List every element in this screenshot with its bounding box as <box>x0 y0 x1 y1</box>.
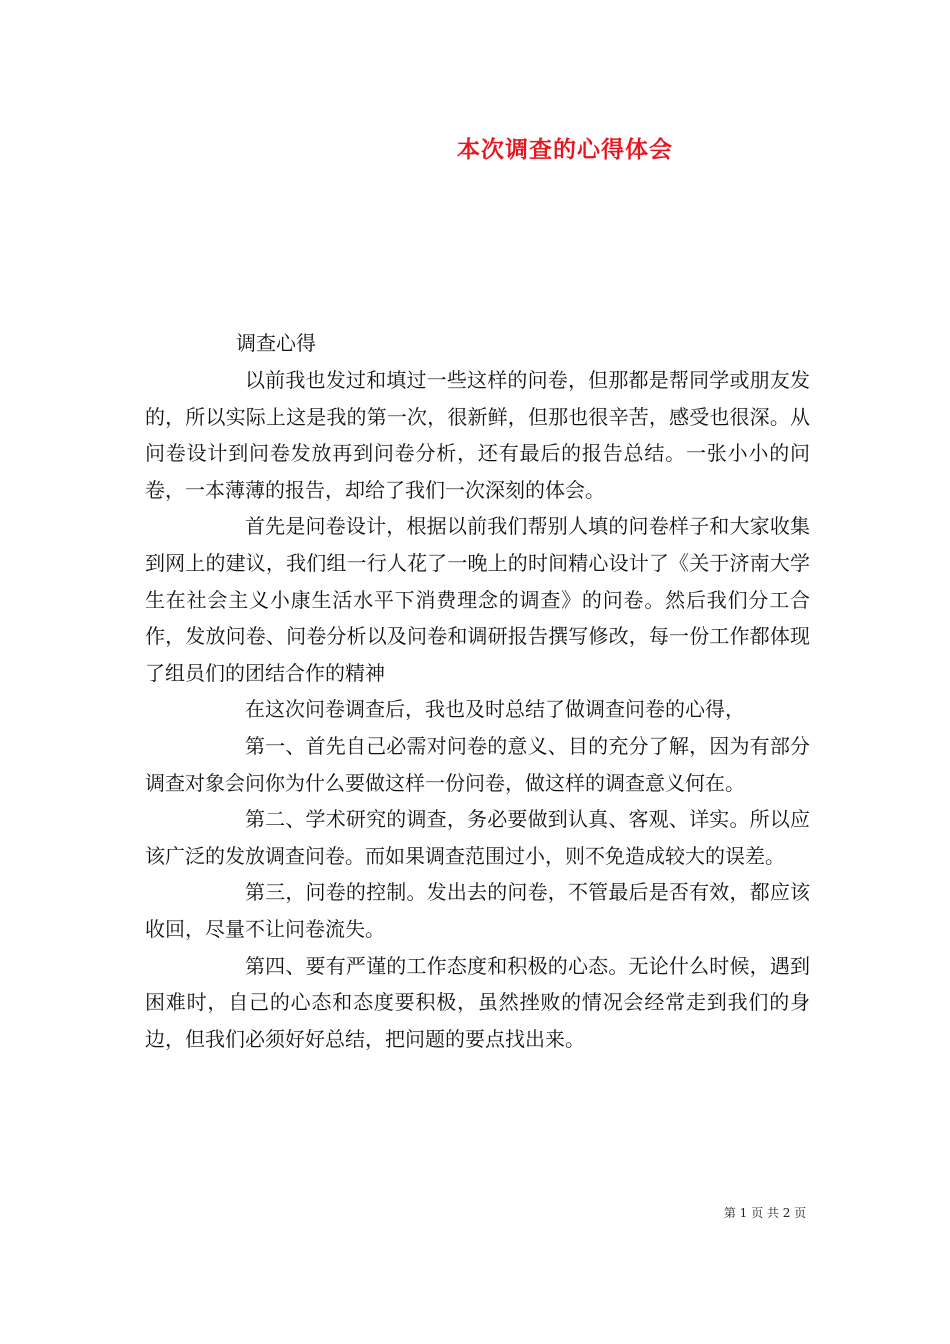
paragraph-5: 第二、学术研究的调查，务必要做到认真、客观、详实。所以应该广泛的发放调查问卷。而如果调查范围过小，则不免造成较大的误差。 <box>145 807 810 868</box>
document-title: 本次调查的心得体会 <box>457 136 673 163</box>
paragraph-3: 在这次问卷调查后，我也及时总结了做调查问卷的心得， <box>245 697 745 722</box>
paragraph-2: 首先是问卷设计，根据以前我们帮别人填的问卷样子和大家收集到网上的建议，我们组一行人花了一晚上的时间精心设计了《关于济南大学生在社会主义小康生活水平下消费理念的调查》的问卷。然后我们分工合作，发放问卷、问卷分析以及问卷和调研报告撰写修改，每一份工作都体现了组员们的团结合作的精神 <box>145 514 810 685</box>
paragraph-4: 第一、首先自己必需对问卷的意义、目的充分了解，因为有部分调查对象会问你为什么要做这样一份问卷，做这样的调查意义何在。 <box>145 733 810 795</box>
section-label: 调查心得 <box>236 331 316 355</box>
paragraph-1: 以前我也发过和填过一些这样的问卷，但那都是帮同学或朋友发的，所以实际上这是我的第一次，很新鲜，但那也很辛苦，感受也很深。从问卷设计到问卷发放再到问卷分析，还有最后的报告总结。一张小小的问卷，一本薄薄的报告，却给了我们一次深刻的体会。 <box>145 368 810 502</box>
document-body <box>145 362 810 1057</box>
paragraph-7: 第四、要有严谨的工作态度和积极的心态。无论什么时候，遇到困难时，自己的心态和态度要积极，虽然挫败的情况会经常走到我们的身边，但我们必须好好总结，把问题的要点找出来。 <box>145 953 810 1051</box>
page-footer: 第 1 页 共 2 页 <box>723 1206 807 1220</box>
paragraph-6: 第三，问卷的控制。发出去的问卷，不管最后是否有效，都应该收回，尽量不让问卷流失。 <box>145 880 810 941</box>
